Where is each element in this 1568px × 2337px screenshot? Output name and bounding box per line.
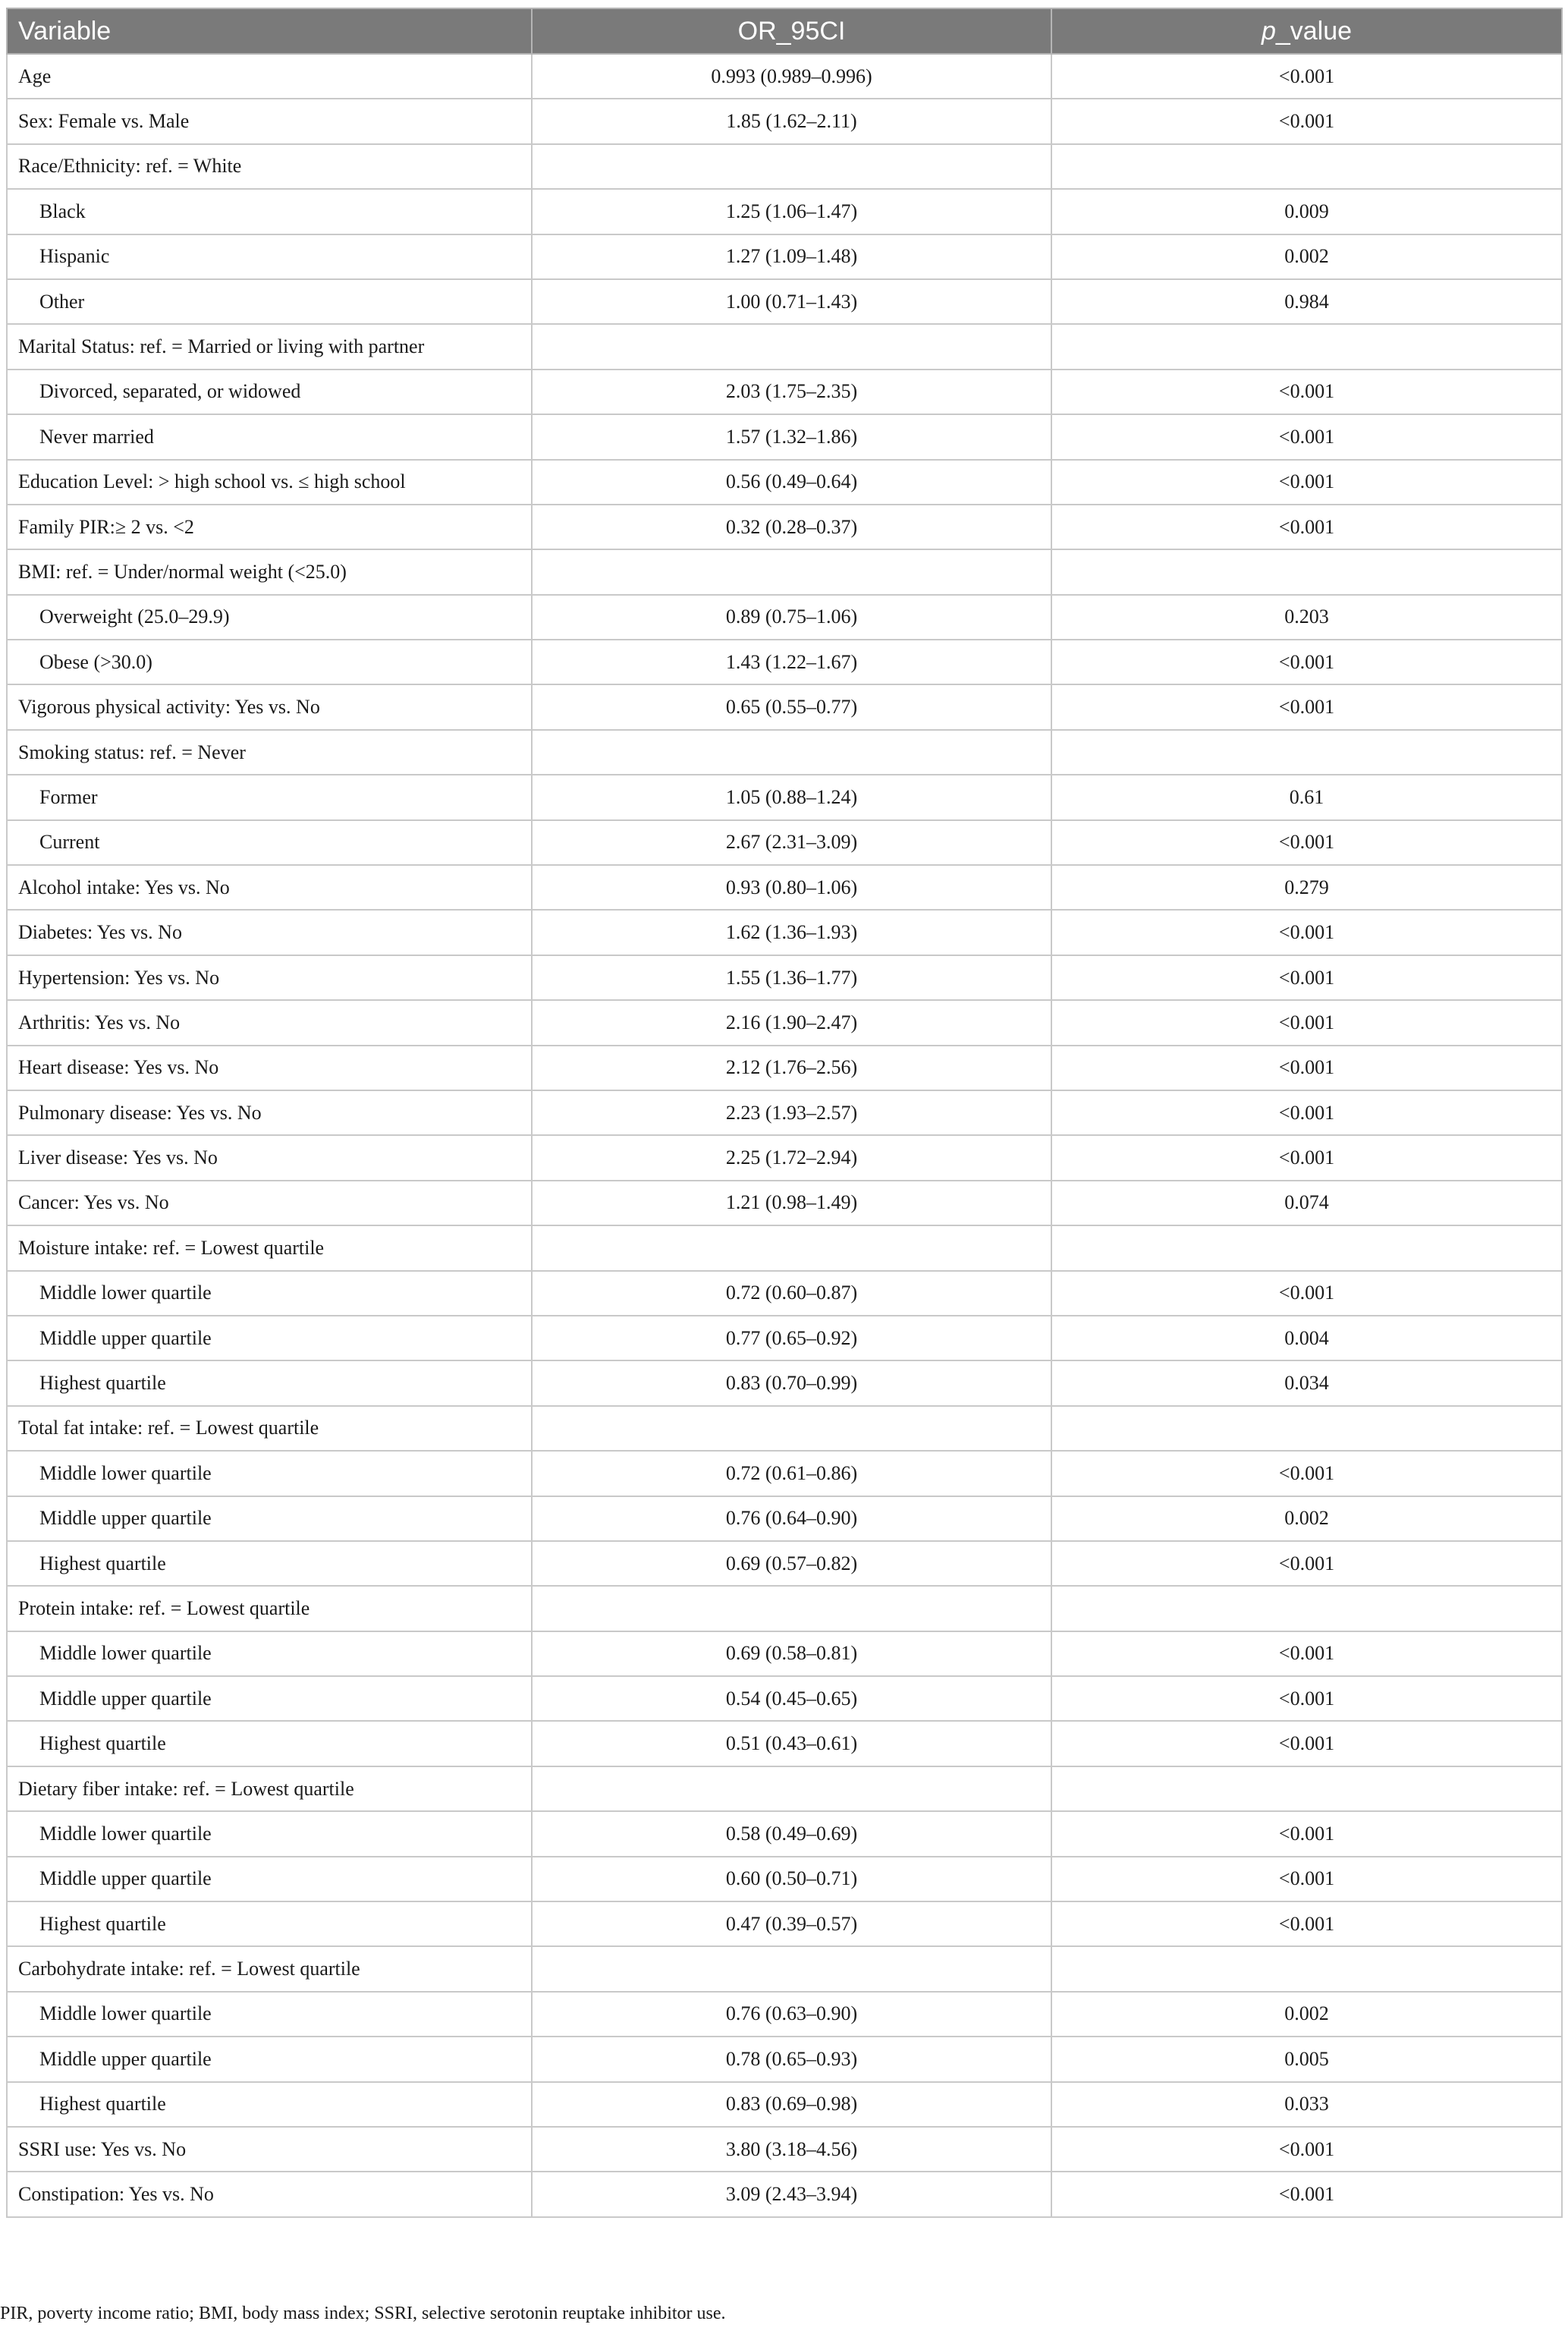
- variable-cell: Family PIR:≥ 2 vs. <2: [7, 505, 532, 549]
- p-value-cell: <0.001: [1051, 460, 1562, 505]
- p-value-cell: 0.61: [1051, 775, 1562, 819]
- p-value-cell: 0.033: [1051, 2082, 1562, 2127]
- or-ci-cell: [532, 324, 1051, 369]
- variable-cell: Middle lower quartile: [7, 1271, 532, 1316]
- p-value-cell: 0.002: [1051, 1992, 1562, 2037]
- variable-cell: Other: [7, 279, 532, 324]
- variable-cell: Highest quartile: [7, 1721, 532, 1766]
- table-row: [7, 1811, 1562, 1856]
- p-value-cell: 0.009: [1051, 189, 1562, 234]
- table-row: [7, 324, 1562, 369]
- table-row: [7, 99, 1562, 143]
- or-ci-cell: 0.72 (0.60–0.87): [532, 1271, 1051, 1316]
- or-ci-cell: 2.67 (2.31–3.09): [532, 820, 1051, 865]
- variable-cell: Middle lower quartile: [7, 1451, 532, 1496]
- or-ci-cell: 0.58 (0.49–0.69): [532, 1811, 1051, 1856]
- table-row: [7, 640, 1562, 684]
- variable-cell: Race/Ethnicity: ref. = White: [7, 144, 532, 189]
- p-value-cell: <0.001: [1051, 1676, 1562, 1721]
- p-value-cell: <0.001: [1051, 99, 1562, 143]
- or-ci-cell: 1.62 (1.36–1.93): [532, 910, 1051, 955]
- p-value-cell: 0.002: [1051, 1496, 1562, 1541]
- or-ci-cell: [532, 549, 1051, 594]
- table-row: [7, 1946, 1562, 1991]
- p-value-cell: <0.001: [1051, 1090, 1562, 1135]
- or-ci-cell: 2.12 (1.76–2.56): [532, 1046, 1051, 1090]
- or-ci-cell: 2.25 (1.72–2.94): [532, 1135, 1051, 1180]
- p-value-cell: 0.034: [1051, 1360, 1562, 1405]
- table-row: [7, 505, 1562, 549]
- or-ci-cell: 0.65 (0.55–0.77): [532, 684, 1051, 729]
- p-value-cell: [1051, 144, 1562, 189]
- table-row: [7, 279, 1562, 324]
- p-value-cell: <0.001: [1051, 1271, 1562, 1316]
- or-ci-cell: 0.72 (0.61–0.86): [532, 1451, 1051, 1496]
- p-value-cell: <0.001: [1051, 1811, 1562, 1856]
- variable-cell: Carbohydrate intake: ref. = Lowest quartile: [7, 1946, 532, 1991]
- p-value-cell: <0.001: [1051, 955, 1562, 1000]
- header-p-value: [1051, 8, 1562, 54]
- variable-cell: Liver disease: Yes vs. No: [7, 1135, 532, 1180]
- variable-cell: Highest quartile: [7, 2082, 532, 2127]
- or-ci-cell: 1.85 (1.62–2.11): [532, 99, 1051, 143]
- variable-cell: Heart disease: Yes vs. No: [7, 1046, 532, 1090]
- table-row: [7, 414, 1562, 459]
- variable-cell: Overweight (25.0–29.9): [7, 595, 532, 640]
- variable-cell: Middle upper quartile: [7, 1496, 532, 1541]
- variable-cell: BMI: ref. = Under/normal weight (<25.0): [7, 549, 532, 594]
- variable-cell: Highest quartile: [7, 1360, 532, 1405]
- p-value-cell: <0.001: [1051, 684, 1562, 729]
- p-value-cell: <0.001: [1051, 910, 1562, 955]
- p-value-cell: [1051, 1406, 1562, 1451]
- p-value-cell: 0.005: [1051, 2037, 1562, 2081]
- p-value-cell: 0.002: [1051, 234, 1562, 279]
- or-ci-cell: 3.09 (2.43–3.94): [532, 2172, 1051, 2216]
- or-ci-cell: [532, 144, 1051, 189]
- table-row: [7, 2082, 1562, 2127]
- or-ci-cell: 1.21 (0.98–1.49): [532, 1181, 1051, 1225]
- variable-cell: Hispanic: [7, 234, 532, 279]
- table-row: [7, 1676, 1562, 1721]
- table-row: [7, 1271, 1562, 1316]
- or-ci-cell: 0.51 (0.43–0.61): [532, 1721, 1051, 1766]
- or-ci-cell: 0.54 (0.45–0.65): [532, 1676, 1051, 1721]
- p-value-cell: 0.279: [1051, 865, 1562, 910]
- or-ci-cell: 0.93 (0.80–1.06): [532, 865, 1051, 910]
- table-row: [7, 1135, 1562, 1180]
- table-row: [7, 2127, 1562, 2172]
- table-row: [7, 2037, 1562, 2081]
- or-ci-cell: [532, 1766, 1051, 1811]
- or-ci-cell: [532, 1225, 1051, 1270]
- table-row: [7, 1181, 1562, 1225]
- variable-cell: Education Level: > high school vs. ≤ high school: [7, 460, 532, 505]
- variable-cell: Middle lower quartile: [7, 1992, 532, 2037]
- table-row: [7, 2172, 1562, 2216]
- variable-cell: Total fat intake: ref. = Lowest quartile: [7, 1406, 532, 1451]
- variable-cell: Current: [7, 820, 532, 865]
- or-ci-cell: [532, 1406, 1051, 1451]
- table-header-row: [7, 8, 1562, 54]
- variable-cell: Hypertension: Yes vs. No: [7, 955, 532, 1000]
- variable-cell: Arthritis: Yes vs. No: [7, 1000, 532, 1045]
- or-ci-cell: 1.00 (0.71–1.43): [532, 279, 1051, 324]
- table-body: [7, 54, 1562, 2217]
- header-or-95ci: OR_95CI: [532, 8, 1051, 54]
- table-row: [7, 549, 1562, 594]
- or-ci-cell: 0.993 (0.989–0.996): [532, 54, 1051, 99]
- or-ci-cell: 1.57 (1.32–1.86): [532, 414, 1051, 459]
- p-value-cell: <0.001: [1051, 1451, 1562, 1496]
- variable-cell: Middle upper quartile: [7, 2037, 532, 2081]
- p-value-cell: <0.001: [1051, 54, 1562, 99]
- variable-cell: Diabetes: Yes vs. No: [7, 910, 532, 955]
- table-row: [7, 1586, 1562, 1631]
- p-value-cell: [1051, 1946, 1562, 1991]
- table-row: [7, 820, 1562, 865]
- table-row: [7, 144, 1562, 189]
- or-ci-cell: 0.76 (0.63–0.90): [532, 1992, 1051, 2037]
- variable-cell: Smoking status: ref. = Never: [7, 730, 532, 775]
- table-row: [7, 1046, 1562, 1090]
- or-ci-cell: 2.16 (1.90–2.47): [532, 1000, 1051, 1045]
- variable-cell: Middle lower quartile: [7, 1811, 532, 1856]
- variable-cell: Marital Status: ref. = Married or living with partner: [7, 324, 532, 369]
- table-row: [7, 910, 1562, 955]
- p-value-cell: [1051, 324, 1562, 369]
- variable-cell: Vigorous physical activity: Yes vs. No: [7, 684, 532, 729]
- or-ci-cell: 2.23 (1.93–2.57): [532, 1090, 1051, 1135]
- table-row: [7, 955, 1562, 1000]
- or-ci-cell: 1.55 (1.36–1.77): [532, 955, 1051, 1000]
- p-value-cell: [1051, 1586, 1562, 1631]
- table-row: [7, 1721, 1562, 1766]
- variable-cell: Age: [7, 54, 532, 99]
- results-table: [6, 8, 1563, 2218]
- variable-cell: Protein intake: ref. = Lowest quartile: [7, 1586, 532, 1631]
- or-ci-cell: 1.25 (1.06–1.47): [532, 189, 1051, 234]
- p-value-cell: <0.001: [1051, 505, 1562, 549]
- p-value-cell: [1051, 1766, 1562, 1811]
- header-variable: Variable: [7, 8, 532, 54]
- table-row: [7, 234, 1562, 279]
- table-row: [7, 1316, 1562, 1360]
- table-row: [7, 1992, 1562, 2037]
- or-ci-cell: 1.27 (1.09–1.48): [532, 234, 1051, 279]
- table-row: [7, 730, 1562, 775]
- table-row: [7, 1766, 1562, 1811]
- variable-cell: Middle lower quartile: [7, 1631, 532, 1676]
- p-value-cell: [1051, 730, 1562, 775]
- p-value-cell: <0.001: [1051, 1541, 1562, 1586]
- p-value-cell: [1051, 1225, 1562, 1270]
- or-ci-cell: 0.32 (0.28–0.37): [532, 505, 1051, 549]
- or-ci-cell: 3.80 (3.18–4.56): [532, 2127, 1051, 2172]
- table-row: [7, 595, 1562, 640]
- table-row: [7, 460, 1562, 505]
- table-row: [7, 1225, 1562, 1270]
- variable-cell: Dietary fiber intake: ref. = Lowest quartile: [7, 1766, 532, 1811]
- p-value-cell: <0.001: [1051, 1135, 1562, 1180]
- p-value-cell: <0.001: [1051, 1046, 1562, 1090]
- p-value-cell: [1051, 549, 1562, 594]
- p-value-cell: <0.001: [1051, 1857, 1562, 1901]
- variable-cell: Obese (>30.0): [7, 640, 532, 684]
- variable-cell: Former: [7, 775, 532, 819]
- or-ci-cell: 0.83 (0.70–0.99): [532, 1360, 1051, 1405]
- p-value-cell: <0.001: [1051, 1721, 1562, 1766]
- or-ci-cell: 1.05 (0.88–1.24): [532, 775, 1051, 819]
- variable-cell: Middle upper quartile: [7, 1676, 532, 1721]
- variable-cell: Highest quartile: [7, 1541, 532, 1586]
- variable-cell: Cancer: Yes vs. No: [7, 1181, 532, 1225]
- or-ci-cell: 0.76 (0.64–0.90): [532, 1496, 1051, 1541]
- or-ci-cell: 0.47 (0.39–0.57): [532, 1901, 1051, 1946]
- table-row: [7, 684, 1562, 729]
- variable-cell: Constipation: Yes vs. No: [7, 2172, 532, 2216]
- p-value-cell: 0.004: [1051, 1316, 1562, 1360]
- p-value-cell: 0.984: [1051, 279, 1562, 324]
- or-ci-cell: [532, 1946, 1051, 1991]
- or-ci-cell: [532, 1586, 1051, 1631]
- p-value-cell: <0.001: [1051, 1000, 1562, 1045]
- or-ci-cell: 1.43 (1.22–1.67): [532, 640, 1051, 684]
- p-value-cell: 0.074: [1051, 1181, 1562, 1225]
- variable-cell: Moisture intake: ref. = Lowest quartile: [7, 1225, 532, 1270]
- variable-cell: Sex: Female vs. Male: [7, 99, 532, 143]
- or-ci-cell: 2.03 (1.75–2.35): [532, 370, 1051, 414]
- variable-cell: Highest quartile: [7, 1901, 532, 1946]
- table-row: [7, 54, 1562, 99]
- variable-cell: Never married: [7, 414, 532, 459]
- or-ci-cell: [532, 730, 1051, 775]
- header-p-suffix: _value: [1275, 16, 1353, 46]
- table-row: [7, 1451, 1562, 1496]
- table-row: [7, 1541, 1562, 1586]
- or-ci-cell: 0.60 (0.50–0.71): [532, 1857, 1051, 1901]
- table-row: [7, 865, 1562, 910]
- p-value-cell: <0.001: [1051, 2127, 1562, 2172]
- table-row: [7, 1857, 1562, 1901]
- p-value-cell: <0.001: [1051, 1631, 1562, 1676]
- or-ci-cell: 0.89 (0.75–1.06): [532, 595, 1051, 640]
- variable-cell: Pulmonary disease: Yes vs. No: [7, 1090, 532, 1135]
- p-value-cell: <0.001: [1051, 640, 1562, 684]
- p-value-cell: 0.203: [1051, 595, 1562, 640]
- variable-cell: Alcohol intake: Yes vs. No: [7, 865, 532, 910]
- p-value-cell: <0.001: [1051, 2172, 1562, 2216]
- or-ci-cell: 0.56 (0.49–0.64): [532, 460, 1051, 505]
- p-value-cell: <0.001: [1051, 1901, 1562, 1946]
- p-value-cell: <0.001: [1051, 820, 1562, 865]
- table-row: [7, 1496, 1562, 1541]
- table-row: [7, 1631, 1562, 1676]
- table-row: [7, 370, 1562, 414]
- variable-cell: Black: [7, 189, 532, 234]
- table-row: [7, 1090, 1562, 1135]
- or-ci-cell: 0.83 (0.69–0.98): [532, 2082, 1051, 2127]
- or-ci-cell: 0.69 (0.58–0.81): [532, 1631, 1051, 1676]
- table-row: [7, 1406, 1562, 1451]
- header-p-symbol: p: [1261, 16, 1276, 46]
- table-footnote: PIR, poverty income ratio; BMI, body mass index; SSRI, selective serotonin reuptake inhibitor use.: [0, 2304, 726, 2323]
- p-value-cell: <0.001: [1051, 414, 1562, 459]
- variable-cell: Middle upper quartile: [7, 1857, 532, 1901]
- table-row: [7, 1360, 1562, 1405]
- table-row: [7, 189, 1562, 234]
- variable-cell: Divorced, separated, or widowed: [7, 370, 532, 414]
- table-row: [7, 775, 1562, 819]
- or-ci-cell: 0.69 (0.57–0.82): [532, 1541, 1051, 1586]
- variable-cell: Middle upper quartile: [7, 1316, 532, 1360]
- table-row: [7, 1901, 1562, 1946]
- or-ci-cell: 0.77 (0.65–0.92): [532, 1316, 1051, 1360]
- p-value-cell: <0.001: [1051, 370, 1562, 414]
- variable-cell: SSRI use: Yes vs. No: [7, 2127, 532, 2172]
- table-row: [7, 1000, 1562, 1045]
- or-ci-cell: 0.78 (0.65–0.93): [532, 2037, 1051, 2081]
